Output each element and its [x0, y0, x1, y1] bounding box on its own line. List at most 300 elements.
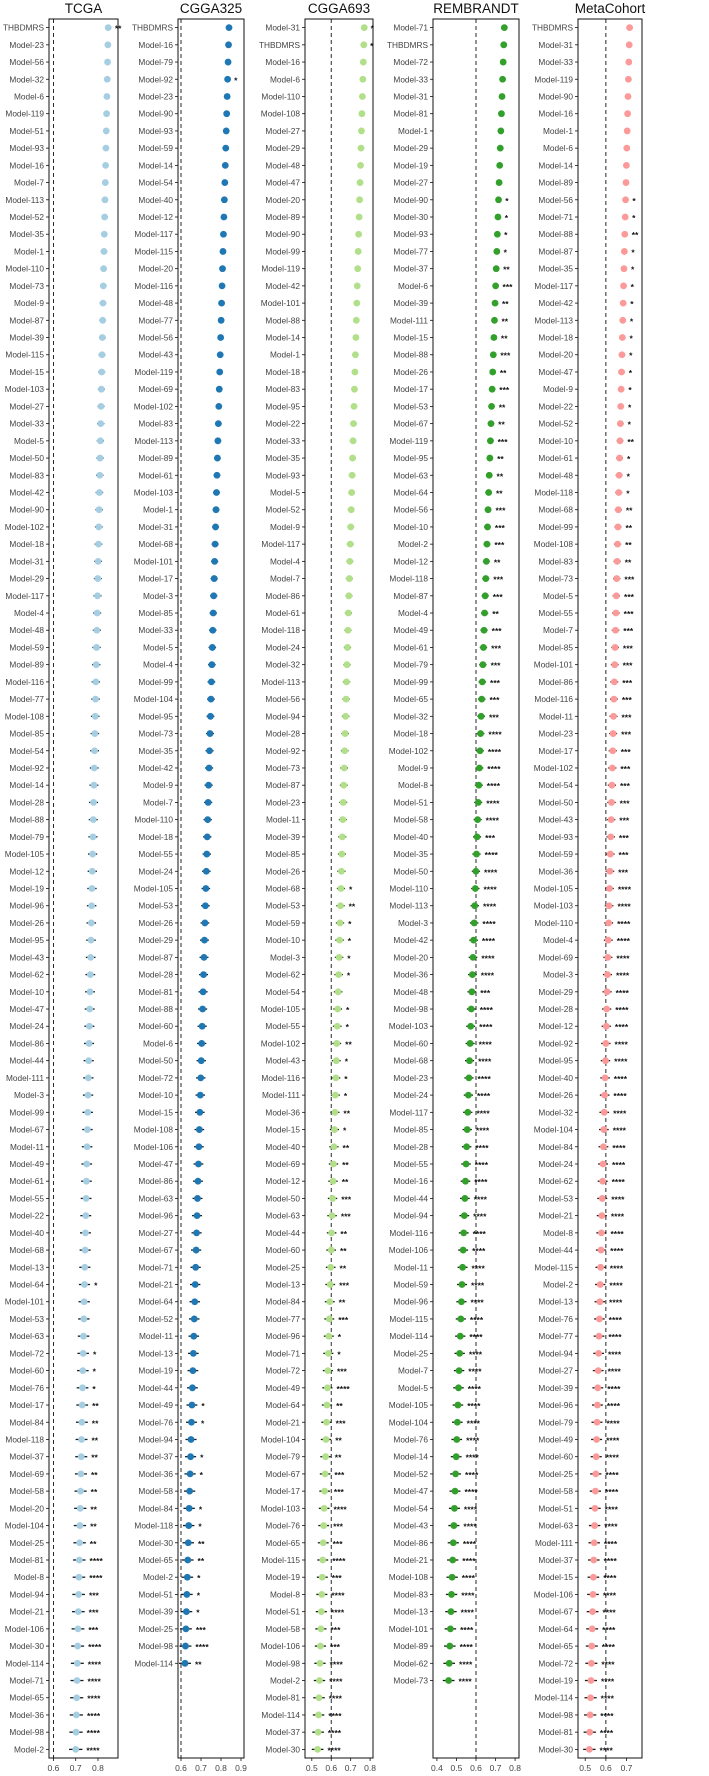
point-estimate: [602, 1040, 609, 1047]
point-estimate: [328, 1229, 335, 1236]
significance-marker: ****: [460, 1607, 474, 1618]
point-estimate: [493, 265, 500, 272]
row-label: Model-98: [9, 1727, 44, 1738]
point-estimate: [99, 351, 106, 358]
row-label: Model-76: [265, 1520, 300, 1531]
row-label: Model-102: [4, 521, 44, 532]
row-label: Model-15: [538, 1572, 573, 1583]
x-tick-label: 0.6: [47, 1763, 60, 1773]
row-label: Model-18: [138, 831, 173, 842]
significance-marker: *: [349, 884, 353, 895]
point-estimate: [618, 369, 625, 376]
significance-marker: *: [200, 1452, 204, 1463]
row-label: Model-3: [543, 969, 573, 980]
significance-marker: *: [629, 316, 634, 327]
row-label: Model-39: [138, 1606, 173, 1617]
point-estimate: [447, 1625, 454, 1632]
row-label: Model-43: [138, 349, 173, 360]
row-label: Model-77: [9, 694, 44, 705]
point-estimate: [483, 558, 490, 565]
row-label: Model-37: [265, 1727, 300, 1738]
point-estimate: [105, 24, 112, 31]
row-label: Model-117: [134, 229, 173, 240]
point-estimate: [501, 24, 508, 31]
significance-marker: ****: [607, 1366, 621, 1377]
row-label: Model-35: [265, 453, 300, 464]
significance-marker: ***: [618, 867, 629, 878]
point-estimate: [185, 1539, 192, 1546]
row-label: Model-39: [265, 831, 300, 842]
point-estimate: [74, 1660, 81, 1667]
point-estimate: [214, 472, 221, 479]
significance-marker: ****: [89, 1555, 103, 1566]
row-label: Model-77: [393, 246, 428, 257]
row-label: Model-29: [9, 573, 44, 584]
point-estimate: [486, 455, 493, 462]
row-label: Model-42: [393, 935, 428, 946]
row-label: Model-87: [538, 246, 573, 257]
significance-marker: ***: [88, 1624, 99, 1635]
point-estimate: [356, 214, 363, 221]
row-label: Model-60: [9, 1365, 44, 1376]
row-label: Model-67: [138, 1245, 173, 1256]
point-estimate: [346, 558, 353, 565]
row-label: Model-43: [265, 1055, 300, 1066]
point-estimate: [464, 1109, 471, 1116]
point-estimate: [452, 1471, 459, 1478]
significance-marker: *: [628, 367, 633, 378]
significance-marker: **: [339, 1246, 347, 1257]
point-estimate: [82, 1212, 89, 1219]
row-label: Model-43: [9, 952, 44, 963]
significance-marker: ****: [465, 1469, 479, 1480]
row-label: Model-54: [393, 1503, 428, 1514]
point-estimate: [195, 1161, 202, 1168]
point-estimate: [78, 1453, 85, 1460]
significance-marker: **: [624, 557, 632, 568]
row-label: Model-94: [265, 711, 300, 722]
row-label: Model-31: [538, 39, 573, 50]
significance-marker: ***: [620, 781, 630, 792]
point-estimate: [486, 472, 493, 479]
point-estimate: [595, 1367, 602, 1374]
row-label: Model-84: [9, 1417, 44, 1428]
point-estimate: [457, 1333, 464, 1340]
point-estimate: [321, 1505, 328, 1512]
row-label: Model-89: [393, 1641, 428, 1652]
row-label: Model-104: [388, 1417, 428, 1428]
row-label: Model-39: [393, 298, 428, 309]
point-estimate: [626, 41, 633, 48]
point-estimate: [198, 1040, 205, 1047]
point-estimate: [202, 885, 209, 892]
row-label: Model-113: [134, 435, 173, 446]
row-label: Model-86: [138, 1176, 173, 1187]
point-estimate: [333, 1057, 340, 1064]
significance-marker: ****: [468, 1366, 482, 1377]
x-tick-label: 0.7: [195, 1763, 207, 1773]
row-label: Model-1: [143, 504, 173, 515]
significance-marker: ****: [479, 1005, 493, 1016]
row-label: Model-1: [398, 125, 428, 136]
point-estimate: [85, 1074, 92, 1081]
row-label: Model-53: [138, 900, 173, 911]
significance-marker: ****: [472, 1228, 486, 1239]
row-label: Model-44: [138, 1382, 173, 1393]
point-estimate: [459, 1264, 466, 1271]
row-label: Model-37: [538, 1554, 573, 1565]
significance-marker: ****: [471, 1280, 485, 1291]
point-estimate: [621, 248, 628, 255]
point-estimate: [210, 592, 217, 599]
significance-marker: ****: [603, 1538, 618, 1549]
point-estimate: [104, 41, 111, 48]
row-label: Model-47: [265, 177, 300, 188]
row-label: Model-33: [538, 57, 573, 68]
point-estimate: [351, 403, 358, 410]
row-label: Model-58: [138, 1486, 173, 1497]
row-label: Model-81: [393, 108, 428, 119]
row-label: Model-29: [265, 143, 300, 154]
row-label: Model-14: [393, 1451, 428, 1462]
point-estimate: [480, 644, 487, 651]
point-estimate: [204, 833, 211, 840]
row-label: Model-42: [538, 298, 573, 309]
row-label: Model-110: [134, 814, 173, 825]
row-label: Model-89: [9, 659, 44, 670]
significance-marker: ***: [490, 660, 501, 671]
row-label: Model-58: [393, 814, 428, 825]
point-estimate: [613, 592, 620, 599]
point-estimate: [597, 1264, 604, 1271]
point-estimate: [101, 214, 108, 221]
point-estimate: [462, 1178, 469, 1185]
point-estimate: [463, 1143, 470, 1150]
point-estimate: [603, 1023, 610, 1030]
significance-marker: **: [335, 1435, 342, 1446]
row-label: Model-111: [535, 1537, 573, 1548]
row-label: Model-99: [393, 676, 428, 687]
row-label: Model-79: [138, 57, 173, 68]
row-label: Model-115: [134, 246, 173, 257]
row-label: Model-54: [138, 177, 173, 188]
row-label: Model-106: [133, 1141, 173, 1152]
point-estimate: [466, 1057, 473, 1064]
point-estimate: [96, 506, 103, 513]
point-estimate: [454, 1419, 461, 1426]
significance-marker: *: [505, 195, 509, 206]
point-estimate: [326, 1298, 333, 1305]
row-label: Model-95: [393, 453, 428, 464]
point-estimate: [625, 76, 632, 83]
row-label: Model-105: [133, 883, 173, 894]
row-label: Model-59: [265, 917, 300, 928]
point-estimate: [450, 1522, 457, 1529]
point-estimate: [203, 868, 210, 875]
point-estimate: [103, 110, 110, 117]
row-label: Model-32: [265, 659, 300, 670]
significance-marker: **: [498, 402, 506, 413]
row-label: Model-56: [9, 57, 44, 68]
row-label: Model-28: [265, 728, 300, 739]
row-label: Model-6: [143, 1038, 173, 1049]
point-estimate: [316, 1694, 323, 1701]
significance-marker: ****: [478, 1056, 492, 1067]
point-estimate: [84, 1109, 91, 1116]
point-estimate: [317, 1660, 324, 1667]
significance-marker: ****: [599, 1745, 613, 1756]
significance-marker: ***: [624, 574, 635, 585]
row-label: Model-73: [393, 1675, 428, 1686]
significance-marker: ****: [466, 1435, 480, 1446]
significance-marker: ***: [622, 643, 633, 654]
point-estimate: [192, 1281, 199, 1288]
point-estimate: [456, 1367, 463, 1374]
significance-marker: ****: [461, 1573, 475, 1584]
row-label: Model-61: [138, 470, 173, 481]
row-label: Model-59: [138, 143, 173, 154]
row-label: Model-95: [538, 1055, 573, 1066]
row-label: Model-6: [398, 280, 428, 291]
point-estimate: [85, 1057, 92, 1064]
row-label: Model-81: [138, 986, 173, 997]
point-estimate: [97, 420, 104, 427]
significance-marker: ****: [463, 1521, 477, 1532]
point-estimate: [614, 541, 621, 548]
point-estimate: [342, 730, 349, 737]
row-label: Model-26: [393, 366, 428, 377]
row-label: Model-21: [393, 1554, 428, 1565]
point-estimate: [220, 248, 227, 255]
significance-marker: ****: [613, 1108, 627, 1119]
point-estimate: [344, 661, 351, 668]
significance-marker: *: [200, 1418, 205, 1429]
point-estimate: [350, 437, 357, 444]
row-label: Model-96: [9, 900, 44, 911]
point-estimate: [188, 1436, 195, 1443]
row-label: Model-13: [138, 1348, 173, 1359]
point-estimate: [610, 730, 617, 737]
point-estimate: [500, 41, 507, 48]
row-label: Model-83: [393, 1589, 428, 1600]
row-label: Model-62: [393, 1658, 428, 1669]
significance-marker: *: [347, 936, 352, 947]
row-label: Model-43: [538, 814, 573, 825]
significance-marker: **: [195, 1659, 202, 1670]
point-estimate: [495, 214, 502, 221]
point-estimate: [608, 782, 615, 789]
significance-marker: ****: [609, 1263, 624, 1274]
point-estimate: [354, 282, 361, 289]
point-estimate: [588, 1643, 595, 1650]
point-estimate: [78, 1471, 85, 1478]
significance-marker: ****: [331, 1590, 345, 1601]
significance-marker: ****: [600, 1693, 614, 1704]
significance-marker: *: [199, 1469, 203, 1480]
significance-marker: ****: [609, 1297, 623, 1308]
row-label: Model-8: [398, 780, 428, 791]
row-label: Model-18: [538, 332, 573, 343]
significance-marker: **: [91, 1418, 99, 1429]
significance-marker: ***: [618, 850, 629, 861]
significance-marker: ****: [487, 746, 502, 757]
point-estimate: [355, 231, 362, 238]
row-label: Model-108: [388, 1572, 428, 1583]
row-label: Model-5: [543, 590, 573, 601]
row-label: Model-117: [261, 539, 300, 550]
point-estimate: [326, 1316, 333, 1323]
row-label: Model-48: [538, 470, 573, 481]
significance-marker: **: [342, 1142, 350, 1153]
row-label: Model-13: [393, 1606, 428, 1617]
point-estimate: [321, 1488, 328, 1495]
point-estimate: [619, 317, 626, 324]
significance-marker: ****: [459, 1659, 473, 1670]
point-estimate: [335, 988, 342, 995]
row-label: Model-106: [388, 1245, 428, 1256]
significance-marker: ***: [333, 1487, 344, 1498]
significance-marker: ****: [327, 1745, 341, 1756]
point-estimate: [493, 248, 500, 255]
row-label: Model-63: [138, 1193, 173, 1204]
point-estimate: [469, 971, 476, 978]
point-estimate: [484, 524, 491, 531]
significance-marker: ***: [195, 1624, 206, 1635]
significance-marker: **: [90, 1469, 98, 1480]
point-estimate: [98, 369, 105, 376]
point-estimate: [97, 455, 104, 462]
significance-marker: ***: [88, 1607, 99, 1618]
point-estimate: [217, 351, 224, 358]
significance-marker: ****: [462, 1538, 477, 1549]
significance-marker: *: [503, 247, 507, 258]
significance-marker: *: [627, 419, 631, 430]
row-label: Model-111: [262, 1090, 300, 1101]
row-label: Model-81: [538, 1727, 573, 1738]
row-label: Model-98: [393, 1004, 428, 1015]
row-label: Model-86: [9, 1038, 44, 1049]
significance-marker: ***: [494, 522, 505, 533]
point-estimate: [183, 1591, 190, 1598]
significance-marker: **: [343, 1108, 351, 1119]
significance-marker: ****: [327, 1728, 342, 1739]
row-label: Model-90: [9, 504, 44, 515]
point-estimate: [614, 558, 621, 565]
row-label: Model-116: [534, 694, 573, 705]
significance-marker: ****: [611, 1159, 626, 1170]
row-label: Model-22: [538, 401, 573, 412]
significance-marker: ****: [606, 1401, 621, 1412]
row-label: Model-12: [138, 212, 173, 223]
point-estimate: [602, 1057, 609, 1064]
point-estimate: [586, 1729, 593, 1736]
point-estimate: [92, 696, 99, 703]
row-label: Model-14: [265, 332, 300, 343]
point-estimate: [195, 1143, 202, 1150]
point-estimate: [91, 747, 98, 754]
point-estimate: [221, 196, 228, 203]
point-estimate: [80, 1316, 87, 1323]
point-estimate: [623, 179, 630, 186]
significance-marker: **: [498, 419, 505, 430]
row-label: Model-115: [389, 1313, 428, 1324]
row-label: Model-63: [265, 1210, 300, 1221]
point-estimate: [332, 1074, 339, 1081]
significance-marker: ***: [332, 1538, 343, 1549]
point-estimate: [223, 110, 230, 117]
row-label: Model-67: [265, 1468, 300, 1479]
point-estimate: [593, 1453, 600, 1460]
row-label: Model-31: [9, 556, 44, 567]
point-estimate: [222, 162, 229, 169]
panel-title: TCGA: [64, 1, 103, 16]
point-estimate: [617, 403, 624, 410]
point-estimate: [605, 937, 612, 944]
row-label: Model-110: [5, 263, 44, 274]
significance-marker: ***: [621, 695, 632, 706]
x-tick-label: 0.7: [620, 1763, 633, 1773]
row-label: Model-47: [138, 1158, 173, 1169]
row-label: Model-96: [393, 1296, 428, 1307]
row-label: Model-17: [393, 384, 428, 395]
row-label: Model-68: [265, 883, 300, 894]
point-estimate: [481, 610, 488, 617]
row-label: Model-18: [393, 728, 428, 739]
point-estimate: [590, 1574, 597, 1581]
point-estimate: [445, 1677, 452, 1684]
point-estimate: [217, 334, 224, 341]
row-label: Model-2: [143, 1572, 173, 1583]
row-label: Model-17: [138, 573, 173, 584]
point-estimate: [208, 678, 215, 685]
point-estimate: [613, 610, 620, 617]
point-estimate: [606, 902, 613, 909]
point-estimate: [620, 300, 627, 307]
point-estimate: [358, 128, 365, 135]
significance-marker: ****: [609, 1280, 623, 1291]
significance-marker: *: [337, 1332, 342, 1343]
row-label: Model-23: [538, 728, 573, 739]
row-label: Model-79: [538, 1417, 573, 1428]
x-tick-label: 0.6: [599, 1763, 612, 1773]
point-estimate: [611, 696, 618, 703]
row-label: Model-60: [265, 1245, 300, 1256]
panel-cgga325: [132, 1, 247, 1773]
significance-marker: *: [370, 23, 374, 34]
significance-marker: ****: [616, 936, 630, 947]
significance-marker: ****: [599, 1728, 614, 1739]
row-label: Model-10: [9, 986, 44, 997]
row-label: Model-9: [543, 384, 573, 395]
point-estimate: [211, 558, 218, 565]
row-label: THBDMRS: [531, 22, 573, 33]
point-estimate: [346, 575, 353, 582]
row-label: Model-44: [538, 1245, 573, 1256]
point-estimate: [99, 334, 106, 341]
x-tick-label: 0.8: [364, 1763, 376, 1773]
point-estimate: [87, 988, 94, 995]
row-label: Model-73: [265, 762, 300, 773]
significance-marker: ****: [478, 1039, 492, 1050]
point-estimate: [598, 1247, 605, 1254]
significance-marker: ****: [469, 1314, 484, 1325]
significance-marker: **: [499, 367, 507, 378]
point-estimate: [89, 851, 96, 858]
point-estimate: [323, 1436, 330, 1443]
point-estimate: [212, 541, 219, 548]
significance-marker: ****: [88, 1642, 102, 1653]
row-label: Model-115: [534, 1262, 573, 1273]
